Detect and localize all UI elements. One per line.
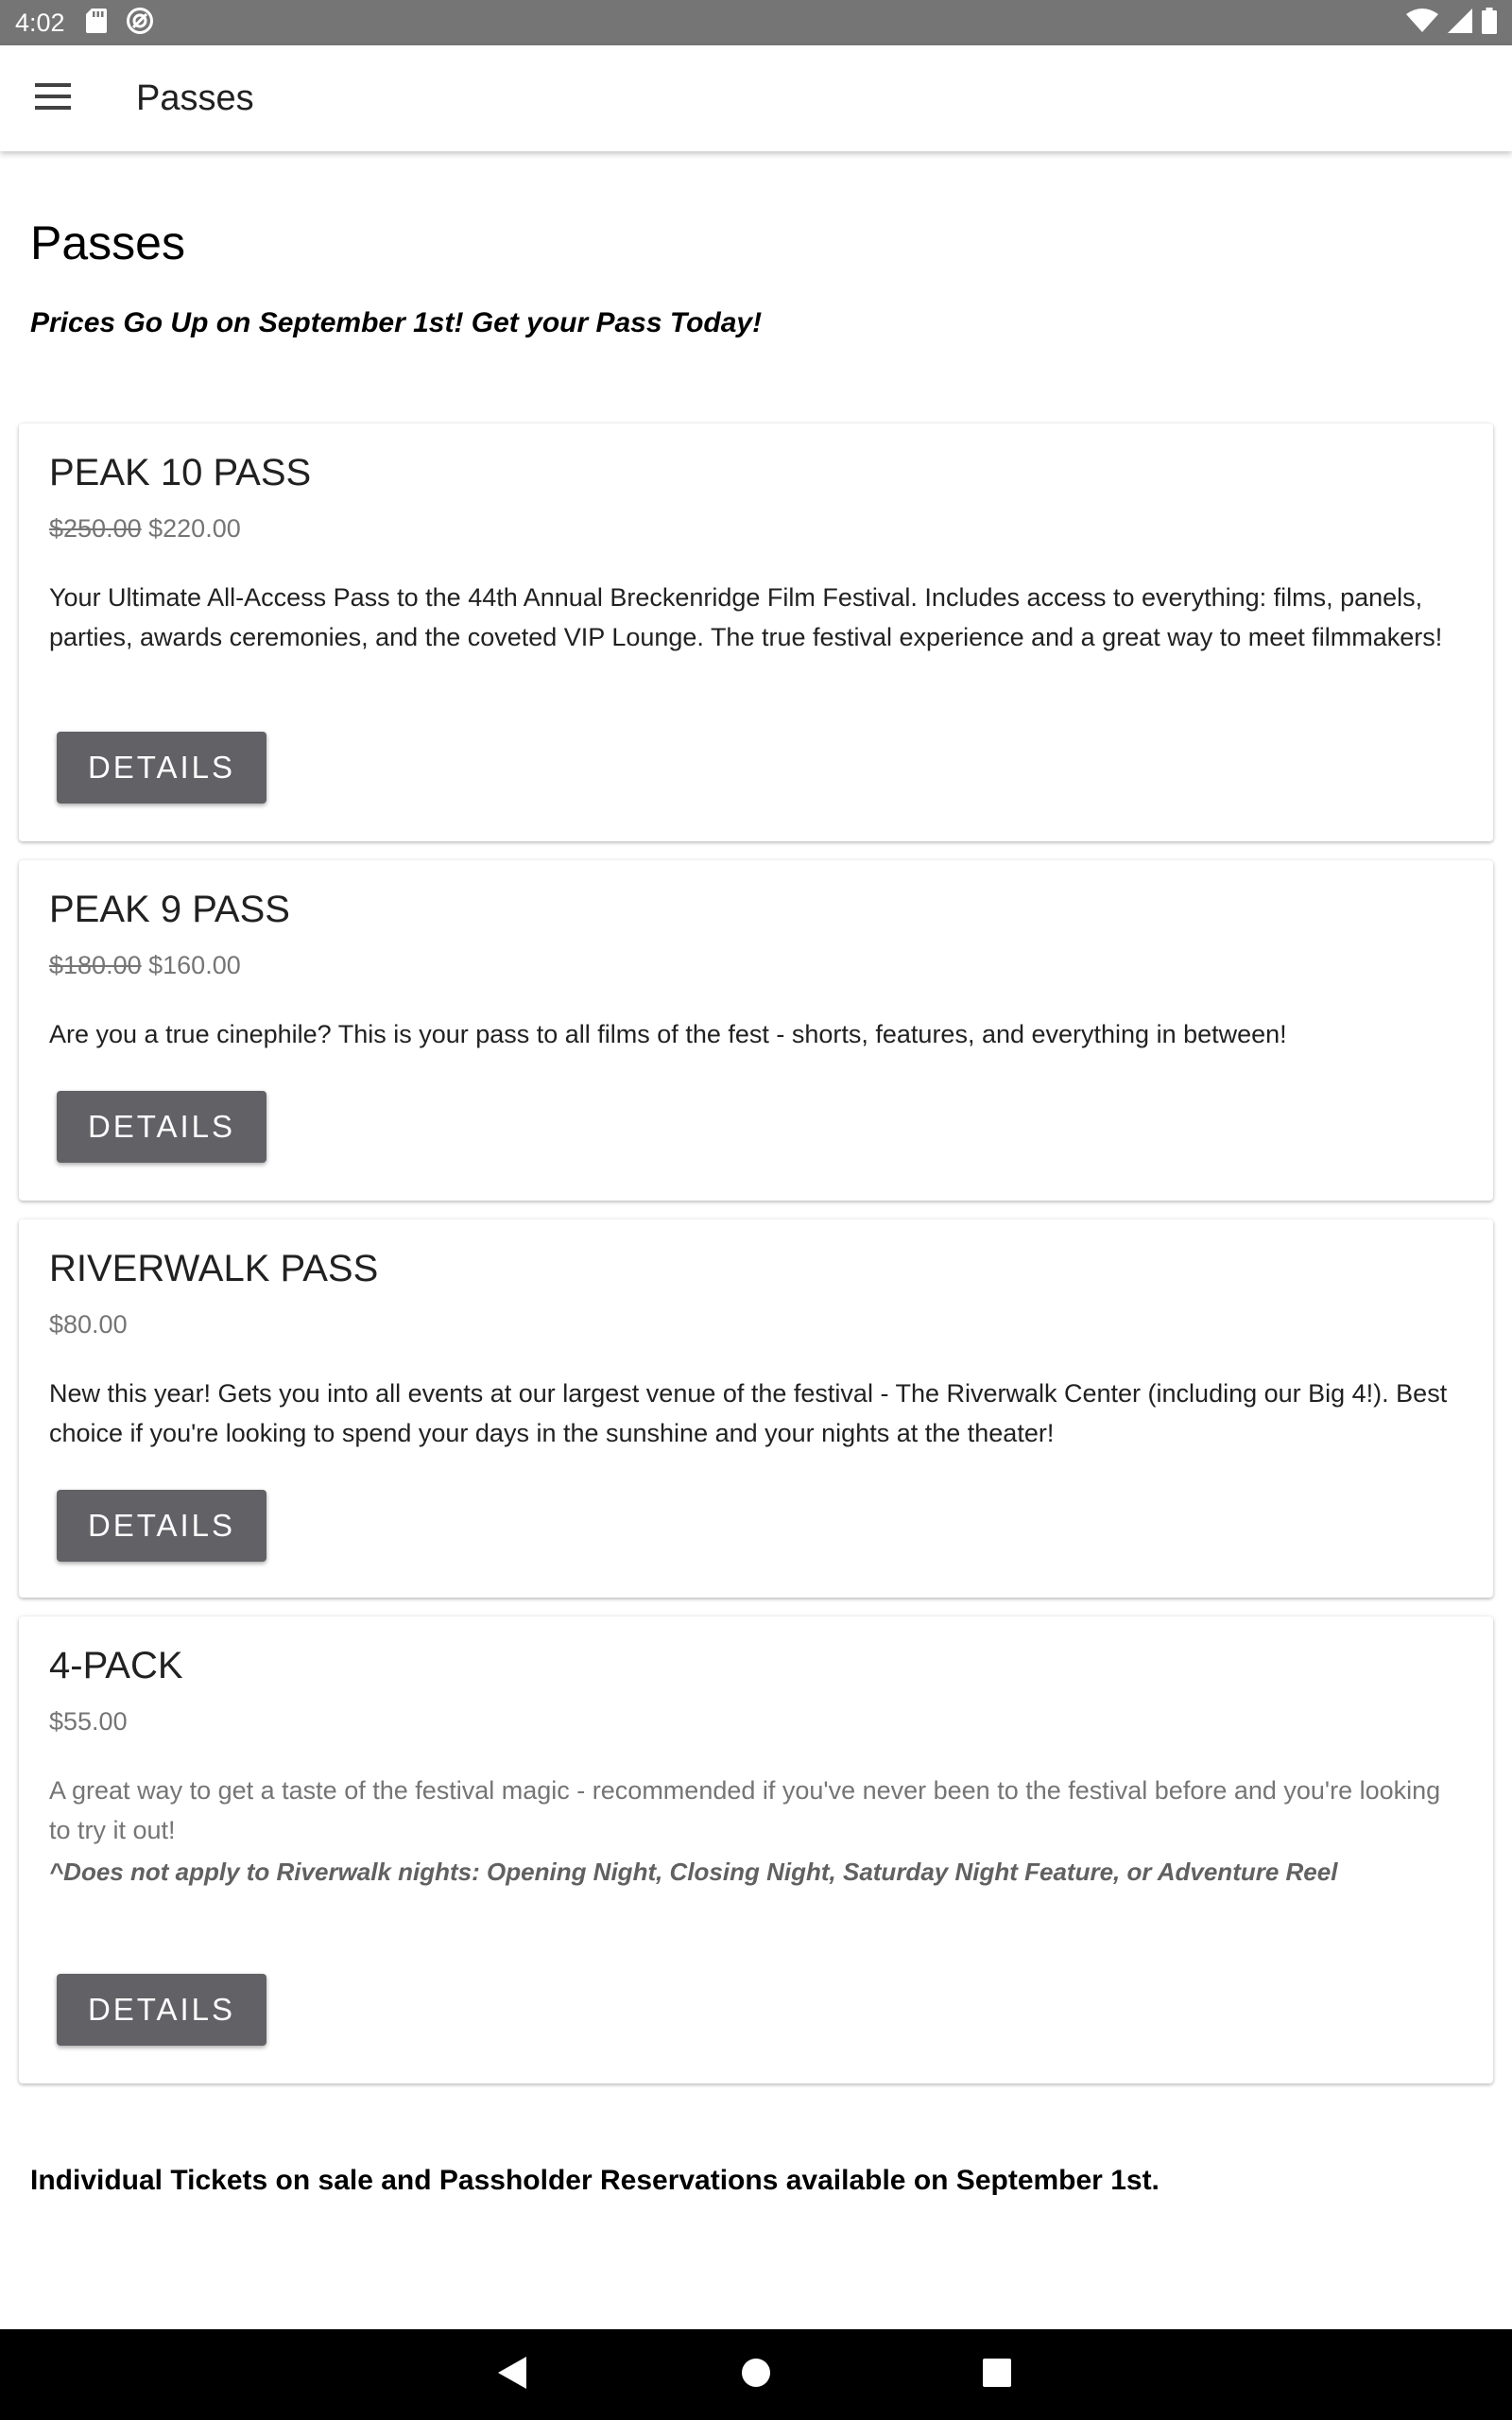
details-button-riverwalk[interactable]: DETAILS xyxy=(57,1490,266,1562)
back-button[interactable] xyxy=(455,2329,569,2420)
pass-card-4-pack xyxy=(19,1616,1493,2083)
pass-price xyxy=(49,951,241,980)
pass-old-price: $250.00 xyxy=(49,514,142,543)
pass-current-price: $160.00 xyxy=(148,951,241,979)
wifi-icon xyxy=(1406,9,1438,38)
home-button[interactable] xyxy=(699,2329,813,2420)
recents-icon xyxy=(983,2359,1011,2392)
pass-description: Are you a true cinephile? This is your pass to all films of the fest - shorts, features, and everything in between! xyxy=(49,1020,1287,1048)
sync-icon xyxy=(126,7,154,40)
pass-price xyxy=(49,514,241,544)
pass-description: A great way to get a taste of the festival magic - recommended if you've never been to the festival before and you're looking to try it out! xyxy=(49,1776,1441,1844)
status-time: 4:02 xyxy=(15,8,65,37)
home-icon xyxy=(741,2358,771,2393)
page-title: Passes xyxy=(30,216,185,269)
pass-title: PEAK 9 PASS xyxy=(49,889,290,930)
signal-icon xyxy=(1448,9,1472,38)
pass-price xyxy=(49,1707,128,1737)
status-bar xyxy=(0,0,1512,45)
pass-title: 4-PACK xyxy=(49,1645,183,1686)
pass-note: ^Does not apply to Riverwalk nights: Opening Night, Closing Night, Saturday Night Feature, or Adventure Reel xyxy=(49,1858,1338,1886)
battery-icon xyxy=(1482,8,1497,39)
status-right-icons xyxy=(1406,8,1497,39)
app-bar-title: Passes xyxy=(136,78,254,118)
app-bar xyxy=(0,45,1512,151)
back-icon xyxy=(498,2357,526,2394)
pass-card-peak-10 xyxy=(19,424,1493,841)
sd-card-icon xyxy=(86,9,107,38)
pass-title: RIVERWALK PASS xyxy=(49,1248,379,1289)
recents-button[interactable] xyxy=(940,2329,1054,2420)
promo-text: Prices Go Up on September 1st! Get your Pass Today! xyxy=(30,307,763,338)
pass-price xyxy=(49,1310,128,1340)
system-nav-bar xyxy=(0,2329,1512,2420)
details-button-4-pack[interactable]: DETAILS xyxy=(57,1974,266,2046)
pass-description: Your Ultimate All-Access Pass to the 44th Annual Breckenridge Film Festival. Includes access to everything: films, panels, parties, awards ceremonies, and the coveted VIP Lounge. The true festival experience and a great way to meet filmmakers! xyxy=(49,583,1443,651)
pass-description: New this year! Gets you into all events at our largest venue of the festival - The Riverwalk Center (including our Big 4!). Best choice if you're looking to spend your days in the sunshine and your nights at the theater! xyxy=(49,1379,1448,1447)
details-button-peak-9[interactable]: DETAILS xyxy=(57,1091,266,1163)
pass-current-price: $220.00 xyxy=(148,514,241,543)
details-button-peak-10[interactable]: DETAILS xyxy=(57,732,266,804)
hamburger-menu-icon xyxy=(35,83,71,114)
footer-note: Individual Tickets on sale and Passholder Reservations available on September 1st. xyxy=(30,2165,1160,2196)
status-left-icons xyxy=(86,7,154,40)
pass-title: PEAK 10 PASS xyxy=(49,452,312,493)
pass-card-peak-9 xyxy=(19,860,1493,1201)
pass-current-price: $80.00 xyxy=(49,1310,128,1339)
menu-button[interactable] xyxy=(0,45,106,151)
pass-current-price: $55.00 xyxy=(49,1707,128,1736)
pass-card-riverwalk xyxy=(19,1219,1493,1598)
pass-old-price: $180.00 xyxy=(49,951,142,979)
